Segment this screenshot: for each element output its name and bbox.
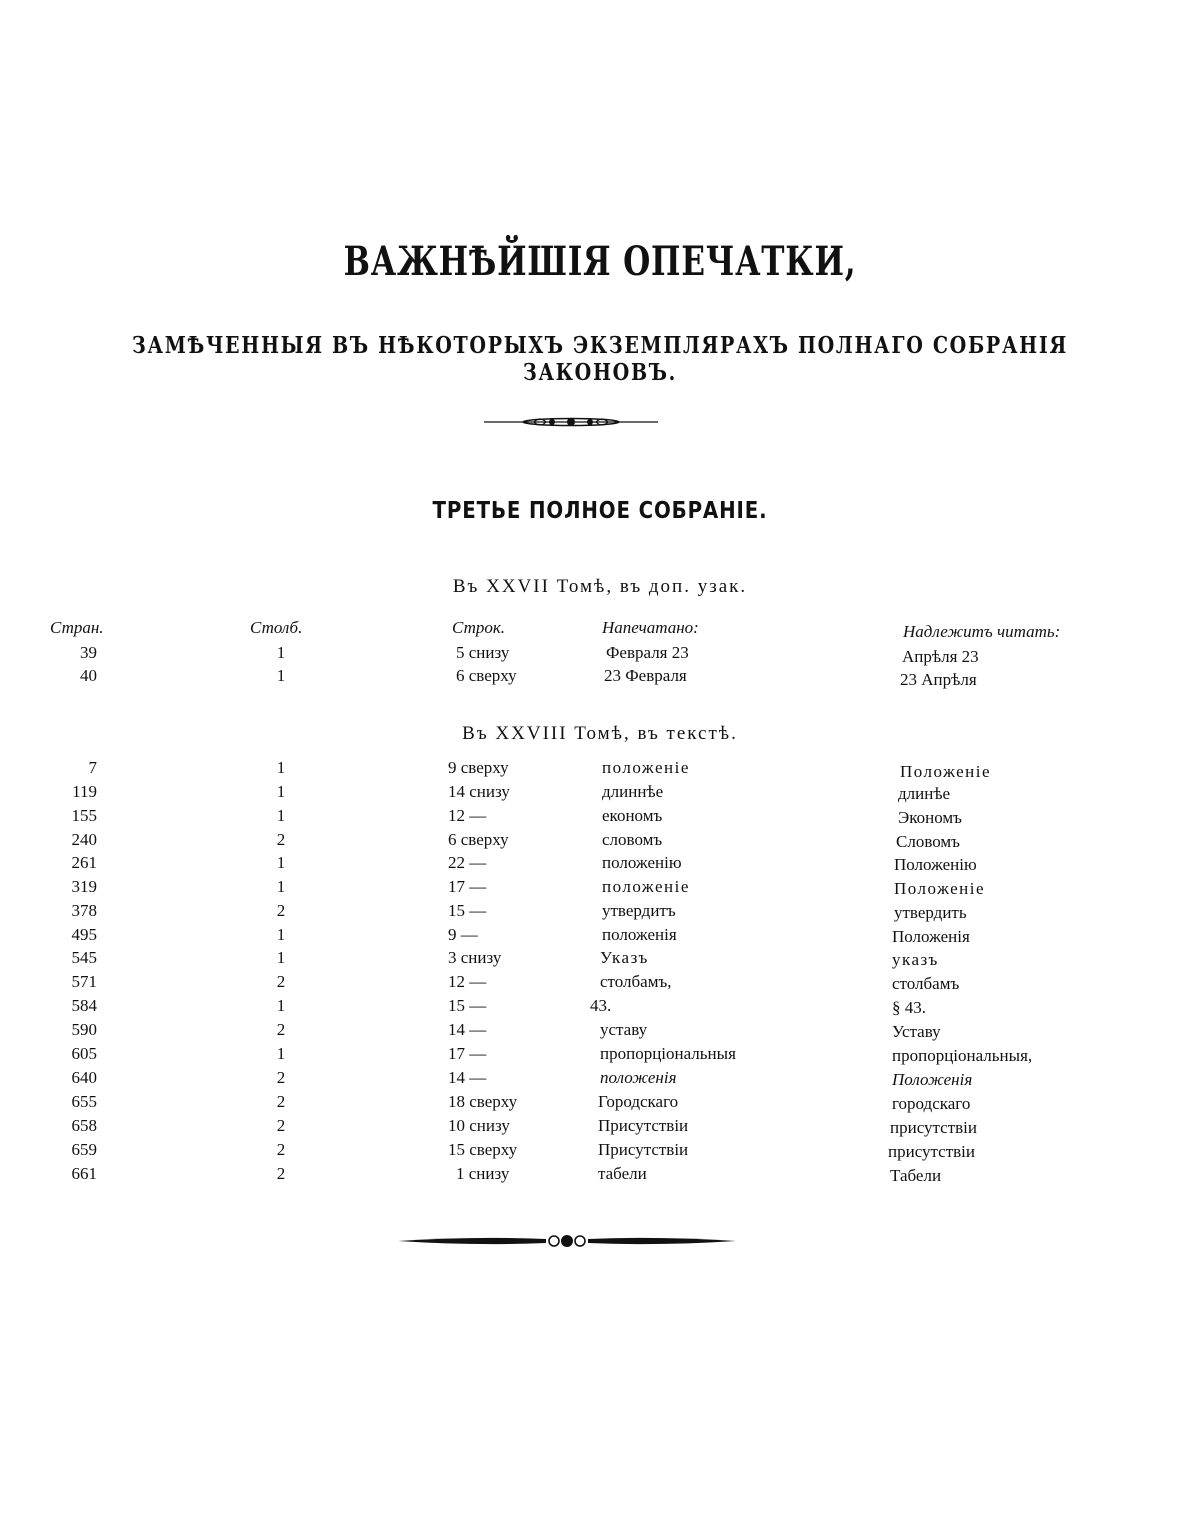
correct-text: Экономъ [898, 808, 962, 827]
line-ref: 3 снизу [448, 948, 502, 967]
page-number: 261 [71, 853, 97, 872]
page-number: 40 [80, 666, 97, 685]
column-number: 1 [276, 948, 286, 967]
column-number: 2 [276, 972, 286, 991]
column-number: 2 [276, 830, 286, 849]
page-number: 605 [71, 1044, 97, 1063]
table-row [0, 806, 1200, 830]
column-number: 2 [276, 901, 286, 920]
correct-text: городскаго [892, 1094, 971, 1113]
line-ref: 1 снизу [456, 1164, 510, 1183]
volume-27-heading: Въ XXVII Томѣ, въ доп. узак. [452, 576, 748, 597]
page-number: 240 [71, 830, 97, 849]
line-ref: 15 сверху [448, 1140, 518, 1159]
page-number: 39 [80, 643, 97, 662]
page-number: 658 [71, 1116, 97, 1135]
page-number: 590 [71, 1020, 97, 1039]
table-row [0, 782, 1200, 806]
page-title: ВАЖНѢЙШІЯ ОПЕЧАТКИ, [343, 238, 857, 285]
column-number: 2 [276, 1020, 286, 1039]
table-row [0, 830, 1200, 854]
table-row [0, 1164, 1200, 1188]
printed-text: положенія [602, 925, 677, 944]
column-number: 2 [276, 1164, 286, 1183]
line-ref: 6 сверху [448, 830, 509, 849]
table-row [0, 877, 1200, 901]
printed-text: положеніе [602, 877, 690, 896]
correct-text: Табели [890, 1166, 942, 1185]
correct-text: 23 Апрѣля [900, 670, 977, 689]
line-ref: 12 — [448, 806, 487, 825]
table-row [0, 643, 1200, 667]
correct-text: присутствіи [890, 1118, 977, 1137]
page-number: 155 [71, 806, 97, 825]
printed-text: Присутствіи [598, 1116, 689, 1135]
volume-28-heading: Въ XXVIII Томѣ, въ текстѣ. [462, 723, 738, 744]
table-row [0, 1044, 1200, 1068]
bottom-ornament [396, 1230, 738, 1252]
correct-text: Положенія [892, 927, 970, 946]
correct-text: длинѣе [898, 784, 951, 803]
correct-text: столбамъ [892, 974, 960, 993]
correct-text: утвердить [894, 903, 967, 922]
table-row [0, 925, 1200, 949]
column-number: 1 [276, 996, 286, 1015]
printed-text: пропорціональныя [600, 1044, 736, 1063]
correct-text: указъ [892, 950, 939, 969]
correct-text: пропорціональныя, [892, 1046, 1033, 1065]
printed-text: Указъ [600, 948, 649, 967]
line-ref: 14 — [448, 1020, 487, 1039]
line-ref: 10 снизу [448, 1116, 510, 1135]
correct-text: присутствіи [888, 1142, 975, 1161]
page-number: 571 [71, 972, 97, 991]
page-number: 584 [71, 996, 97, 1015]
printed-text: економъ [602, 806, 663, 825]
table-row [0, 972, 1200, 996]
col-header-column: Столб. [250, 618, 303, 637]
printed-text: 23 Февраля [604, 666, 687, 685]
printed-text: словомъ [602, 830, 663, 849]
page-number: 7 [88, 758, 97, 777]
column-number: 1 [276, 782, 286, 801]
printed-text: Февраля 23 [606, 643, 689, 662]
printed-text: положеніе [602, 758, 690, 777]
column-number: 2 [276, 1140, 286, 1159]
line-ref: 17 — [448, 877, 487, 896]
page-number: 545 [71, 948, 97, 967]
table-row [0, 1116, 1200, 1140]
line-ref: 14 — [448, 1068, 487, 1087]
line-ref: 17 — [448, 1044, 487, 1063]
line-ref: 15 — [448, 901, 487, 920]
printed-text: Городскаго [598, 1092, 679, 1111]
column-number: 1 [276, 643, 286, 662]
table-row [0, 666, 1200, 690]
printed-text: утвердитъ [602, 901, 676, 920]
table-row [0, 1020, 1200, 1044]
printed-text: Присутствіи [598, 1140, 689, 1159]
printed-text: уставу [600, 1020, 648, 1039]
table-row [0, 948, 1200, 972]
column-number: 1 [276, 1044, 286, 1063]
column-number: 1 [276, 666, 286, 685]
column-number: 2 [276, 1068, 286, 1087]
col-header-page: Стран. [50, 618, 104, 637]
table-row [0, 1092, 1200, 1116]
table-row [0, 1140, 1200, 1164]
printed-text: столбамъ, [600, 972, 672, 991]
table-row [0, 996, 1200, 1020]
col-header-should-read: Надлежитъ читать: [903, 622, 1061, 641]
page-number: 640 [71, 1068, 97, 1087]
section-heading: ТРЕТЬЕ ПОЛНОЕ СОБРАНІЕ. [432, 498, 768, 524]
page-number: 661 [71, 1164, 97, 1183]
correct-text: Положеніе [894, 879, 986, 898]
correct-text: § 43. [892, 998, 926, 1017]
line-ref: 6 сверху [456, 666, 517, 685]
line-ref: 22 — [448, 853, 487, 872]
table-row [0, 901, 1200, 925]
correct-text: Уставу [892, 1022, 941, 1041]
page-number: 495 [71, 925, 97, 944]
column-number: 1 [276, 853, 286, 872]
table-row [0, 758, 1200, 782]
printed-text: длиннѣе [602, 782, 664, 801]
top-ornament [482, 412, 660, 432]
page-number: 659 [71, 1140, 97, 1159]
line-ref: 12 — [448, 972, 487, 991]
table-row [0, 853, 1200, 877]
page-subtitle: ЗАМѢЧЕННЫЯ ВЪ НѢКОТОРЫХЪ ЭКЗЕМПЛЯРАХЪ ПОЛНАГО СОБРАНІЯ ЗАКОНОВЪ. [132, 332, 1068, 386]
printed-text: 43. [590, 996, 612, 1015]
correct-text: Апрѣля 23 [902, 647, 979, 666]
line-ref: 15 — [448, 996, 487, 1015]
correct-text: Словомъ [896, 832, 960, 851]
table-row [0, 1068, 1200, 1092]
column-number: 1 [276, 806, 286, 825]
line-ref: 14 снизу [448, 782, 510, 801]
line-ref: 9 сверху [448, 758, 509, 777]
col-header-printed: Напечатано: [602, 618, 699, 637]
column-number: 1 [276, 758, 286, 777]
correct-text: Положеніе [900, 762, 992, 781]
column-number: 2 [276, 1116, 286, 1135]
line-ref: 5 снизу [456, 643, 510, 662]
column-number: 1 [276, 925, 286, 944]
page-number: 378 [71, 901, 97, 920]
page-number: 119 [72, 782, 97, 801]
correct-text: Положенія [892, 1070, 973, 1089]
printed-text: табели [598, 1164, 647, 1183]
column-number: 2 [276, 1092, 286, 1111]
line-ref: 18 сверху [448, 1092, 518, 1111]
page-number: 319 [71, 877, 97, 896]
correct-text: Положенію [894, 855, 977, 874]
line-ref: 9 — [448, 925, 478, 944]
printed-text: положенію [602, 853, 682, 872]
printed-text: положенія [600, 1068, 677, 1087]
page-number: 655 [71, 1092, 97, 1111]
column-number: 1 [276, 877, 286, 896]
col-header-line: Строк. [452, 618, 506, 637]
